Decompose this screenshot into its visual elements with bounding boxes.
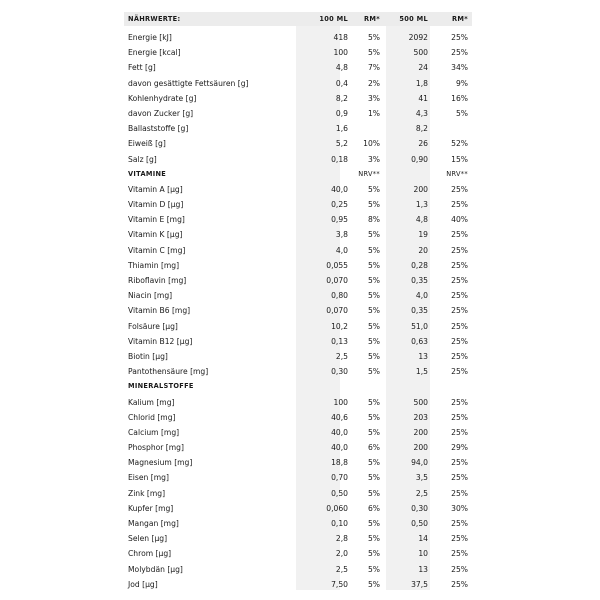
rm-100ml: 7%: [367, 63, 380, 73]
rm-500ml: 16%: [451, 93, 468, 103]
rm-100ml: 5%: [367, 488, 380, 498]
table-row: [124, 197, 472, 212]
value-500ml: 0,35: [411, 306, 428, 316]
rm-100ml: 2%: [367, 78, 380, 88]
value-100ml: 0,4: [335, 78, 348, 88]
value-500ml: 0,28: [411, 260, 428, 270]
value-500ml: 8,2: [415, 124, 428, 134]
nutrition-table: [124, 12, 472, 592]
table-row: [124, 501, 472, 516]
nutrient-name: Ballaststoffe [g]: [128, 124, 189, 134]
table-row: [124, 243, 472, 258]
rm-500ml: 25%: [451, 184, 468, 194]
rm-500ml: 25%: [451, 321, 468, 331]
rm-100ml: 5%: [367, 458, 380, 468]
rm-500ml: 25%: [451, 260, 468, 270]
nutrient-name: Salz [g]: [128, 154, 157, 164]
value-100ml: 3,8: [335, 230, 348, 240]
value-500ml: 4,3: [415, 108, 428, 118]
rm-100ml: 5%: [367, 200, 380, 210]
rm-100ml: 3%: [367, 154, 380, 164]
vitamine-header: [124, 167, 472, 182]
table-row: [124, 258, 472, 273]
rm-500ml: 15%: [451, 154, 468, 164]
nutrient-name: Calcium [mg]: [128, 427, 180, 437]
rm-500ml: 25%: [451, 427, 468, 437]
nutrient-name: Energie [kJ]: [128, 33, 172, 42]
value-100ml: 0,070: [326, 306, 348, 316]
value-500ml: 4,0: [415, 291, 428, 301]
nutrient-name: Riboflavin [mg]: [128, 276, 187, 285]
nutrient-name: Chrom [µg]: [128, 549, 172, 559]
value-500ml: 1,5: [415, 367, 428, 377]
table-row: [124, 440, 472, 455]
value-500ml: 0,90: [411, 154, 428, 164]
rm-500ml: 25%: [451, 579, 468, 589]
table-row: [124, 121, 472, 136]
nutrient-name: Pantothensäure [mg]: [128, 367, 209, 377]
value-500ml: 500: [413, 48, 428, 58]
value-500ml: 41: [418, 93, 428, 103]
table-row: [124, 364, 472, 379]
value-500ml: 37,5: [411, 579, 428, 589]
rm-500ml: 25%: [451, 473, 468, 483]
nutrient-name: Eisen [mg]: [128, 473, 169, 483]
rm-500ml: 25%: [451, 48, 468, 58]
section-title: VITAMINE: [128, 169, 167, 178]
rm-500ml: 52%: [451, 139, 468, 149]
rm-100ml: 5%: [367, 412, 380, 422]
value-500ml: 500: [413, 397, 428, 407]
value-100ml: 0,30: [331, 367, 348, 377]
value-500ml: 26: [418, 139, 428, 149]
nutrient-name: Thiamin [mg]: [128, 260, 180, 270]
nutrient-name: Vitamin B12 [µg]: [128, 336, 193, 346]
value-100ml: 0,25: [331, 200, 348, 210]
rm-100ml: 5%: [367, 427, 380, 437]
table-row: [124, 136, 472, 151]
value-100ml: 40,0: [331, 184, 348, 194]
value-100ml: 418: [333, 33, 348, 42]
section-title: MINERALSTOFFE: [128, 382, 194, 391]
rm-100ml: 5%: [367, 549, 380, 559]
rm-100ml: 3%: [367, 93, 380, 103]
value-100ml: 40,0: [331, 427, 348, 437]
rm-100ml: 5%: [367, 48, 380, 58]
table-row: [124, 319, 472, 334]
rm-500ml: 25%: [451, 564, 468, 574]
value-100ml: 1,6: [335, 124, 348, 134]
table-row: [124, 531, 472, 546]
value-500ml: 200: [413, 427, 428, 437]
nutrient-name: Kupfer [mg]: [128, 503, 174, 513]
value-500ml: 0,35: [411, 276, 428, 285]
value-500ml: 13: [418, 564, 428, 574]
rm-100ml: 5%: [367, 306, 380, 316]
table-row: [124, 334, 472, 349]
rm-500ml: 30%: [451, 503, 468, 513]
rm-500ml: 25%: [451, 230, 468, 240]
value-500ml: 203: [413, 412, 428, 422]
rm-500ml: 25%: [451, 291, 468, 301]
rm-500ml: 25%: [451, 488, 468, 498]
table-row: [124, 425, 472, 440]
rm-100ml: 5%: [367, 519, 380, 528]
vitamine-section: [124, 182, 472, 379]
table-row: [124, 410, 472, 425]
rm-500ml: 25%: [451, 33, 468, 42]
value-100ml: 5,2: [335, 139, 348, 149]
rm-100ml: 5%: [367, 260, 380, 270]
value-100ml: 40,6: [331, 412, 348, 422]
header-label: NÄHRWERTE:: [128, 15, 181, 23]
value-500ml: 14: [418, 534, 428, 544]
nutrient-name: Fett [g]: [128, 63, 156, 73]
nutrient-name: Kalium [mg]: [128, 397, 175, 407]
rm-500ml: 25%: [451, 519, 468, 528]
value-500ml: 0,30: [411, 503, 428, 513]
value-500ml: 200: [413, 443, 428, 453]
value-100ml: 2,5: [335, 564, 348, 574]
rm-500ml: 25%: [451, 245, 468, 255]
table-row: [124, 182, 472, 197]
rm-500ml: 5%: [455, 108, 468, 118]
value-100ml: 0,10: [331, 519, 348, 528]
table-row: [124, 577, 472, 592]
nutrient-name: Zink [mg]: [128, 488, 166, 498]
rm-100ml: 5%: [367, 230, 380, 240]
nutrient-name: davon gesättigte Fettsäuren [g]: [128, 78, 249, 88]
value-100ml: 4,0: [335, 245, 348, 255]
nutrient-name: Jod [µg]: [128, 579, 158, 589]
value-100ml: 0,060: [326, 503, 348, 513]
value-500ml: 10: [418, 549, 428, 559]
table-row: [124, 76, 472, 91]
table-row: [124, 212, 472, 227]
table-row: [124, 30, 472, 45]
rm-500ml: 25%: [451, 534, 468, 544]
rm-500ml: 29%: [451, 443, 468, 453]
value-100ml: 7,50: [331, 579, 348, 589]
table-row: [124, 303, 472, 318]
nutrient-name: Magnesium [mg]: [128, 458, 193, 468]
table-row: [124, 349, 472, 364]
value-500ml: 94,0: [411, 458, 428, 468]
table-row: [124, 562, 472, 577]
table-row: [124, 486, 472, 501]
nutrient-name: Biotin [µg]: [128, 351, 168, 361]
value-100ml: 0,70: [331, 473, 348, 483]
value-100ml: 0,9: [335, 108, 348, 118]
header-500ml: 500 ML: [399, 15, 428, 23]
value-100ml: 0,95: [331, 215, 348, 225]
naehrwerte-section: [124, 30, 472, 167]
value-100ml: 10,2: [331, 321, 348, 331]
value-500ml: 51,0: [411, 321, 428, 331]
nutrient-name: Vitamin K [µg]: [128, 230, 183, 240]
value-100ml: 18,8: [331, 458, 348, 468]
nutrient-name: Kohlenhydrate [g]: [128, 93, 197, 103]
nutrient-name: Phosphor [mg]: [128, 443, 184, 453]
nutrient-name: Niacin [mg]: [128, 291, 173, 301]
header-100ml: 100 ML: [319, 15, 348, 23]
value-100ml: 100: [333, 48, 348, 58]
value-500ml: 200: [413, 184, 428, 194]
value-500ml: 0,50: [411, 519, 428, 528]
value-100ml: 0,18: [331, 154, 348, 164]
table-row: [124, 288, 472, 303]
value-100ml: 40,0: [331, 443, 348, 453]
table-row: [124, 470, 472, 485]
rm-500ml: 34%: [451, 63, 468, 73]
value-500ml: 2092: [408, 33, 428, 42]
table-row: [124, 152, 472, 167]
value-500ml: 20: [418, 245, 428, 255]
rm-100ml: 5%: [367, 473, 380, 483]
value-500ml: 1,3: [415, 200, 428, 210]
value-100ml: 100: [333, 397, 348, 407]
rm-100ml: 5%: [367, 534, 380, 544]
nutrient-name: Vitamin B6 [mg]: [128, 306, 191, 316]
rm-100ml: 8%: [367, 215, 380, 225]
nrv-label-100: NRV**: [358, 169, 380, 178]
rm-500ml: 25%: [451, 276, 468, 285]
rm-100ml: 6%: [367, 443, 380, 453]
value-500ml: 13: [418, 351, 428, 361]
rm-100ml: 5%: [367, 291, 380, 301]
rm-500ml: 9%: [455, 78, 468, 88]
table-row: [124, 546, 472, 561]
rm-100ml: 5%: [367, 564, 380, 574]
rm-500ml: 25%: [451, 351, 468, 361]
rm-500ml: 25%: [451, 200, 468, 210]
value-100ml: 4,8: [335, 63, 348, 73]
table-row: [124, 60, 472, 75]
value-500ml: 4,8: [415, 215, 428, 225]
value-100ml: 2,5: [335, 351, 348, 361]
rm-500ml: 25%: [451, 412, 468, 422]
table-row: [124, 227, 472, 242]
value-100ml: 8,2: [335, 93, 348, 103]
nutrient-name: Energie [kcal]: [128, 48, 181, 58]
value-100ml: 0,070: [326, 276, 348, 285]
nutrient-name: Selen [µg]: [128, 534, 168, 544]
nrv-label-500: NRV**: [446, 169, 468, 178]
value-500ml: 3,5: [415, 473, 428, 483]
rm-100ml: 5%: [367, 397, 380, 407]
rm-100ml: 5%: [367, 351, 380, 361]
rm-100ml: 5%: [367, 276, 380, 285]
rm-100ml: 5%: [367, 367, 380, 377]
value-500ml: 1,8: [415, 78, 428, 88]
rm-100ml: 10%: [363, 139, 380, 149]
table-row: [124, 106, 472, 121]
rm-100ml: 6%: [367, 503, 380, 513]
nutrient-name: Vitamin C [mg]: [128, 245, 186, 255]
value-100ml: 2,8: [335, 534, 348, 544]
table-row: [124, 45, 472, 60]
value-100ml: 0,80: [331, 291, 348, 301]
rm-500ml: 40%: [451, 215, 468, 225]
header-rm-100: RM*: [364, 15, 380, 23]
rm-100ml: 5%: [367, 245, 380, 255]
table-row: [124, 91, 472, 106]
mineralstoffe-header: [124, 379, 472, 394]
nutrient-name: Eiweiß [g]: [128, 139, 166, 149]
value-500ml: 0,63: [411, 336, 428, 346]
nutrient-name: davon Zucker [g]: [128, 108, 194, 118]
rm-500ml: 25%: [451, 397, 468, 407]
rm-500ml: 25%: [451, 306, 468, 316]
nutrient-name: Chlorid [mg]: [128, 412, 176, 422]
nutrient-name: Vitamin D [µg]: [128, 200, 184, 210]
rm-500ml: 25%: [451, 458, 468, 468]
value-100ml: 2,0: [335, 549, 348, 559]
nutrient-name: Molybdän [µg]: [128, 564, 183, 574]
nutrient-name: Vitamin A [µg]: [128, 184, 183, 194]
rm-100ml: 5%: [367, 184, 380, 194]
value-100ml: 0,13: [331, 336, 348, 346]
rm-500ml: 25%: [451, 549, 468, 559]
mineralstoffe-section: [124, 395, 472, 592]
nutrient-name: Folsäure [µg]: [128, 321, 178, 331]
nutrient-name: Mangan [mg]: [128, 519, 179, 528]
rm-100ml: 5%: [367, 321, 380, 331]
table-row: [124, 455, 472, 470]
nutrient-name: Vitamin E [mg]: [128, 215, 185, 225]
value-500ml: 2,5: [415, 488, 428, 498]
rm-100ml: 1%: [367, 108, 380, 118]
table-row: [124, 395, 472, 410]
rm-100ml: 5%: [367, 579, 380, 589]
table-row: [124, 273, 472, 288]
value-500ml: 19: [418, 230, 428, 240]
rm-100ml: 5%: [367, 336, 380, 346]
rm-500ml: 25%: [451, 367, 468, 377]
rm-100ml: 5%: [367, 33, 380, 42]
value-500ml: 24: [418, 63, 428, 73]
rm-500ml: 25%: [451, 336, 468, 346]
value-100ml: 0,50: [331, 488, 348, 498]
table-header: [124, 12, 472, 26]
value-100ml: 0,055: [326, 260, 348, 270]
header-rm-500: RM*: [452, 15, 468, 23]
table-row: [124, 516, 472, 531]
